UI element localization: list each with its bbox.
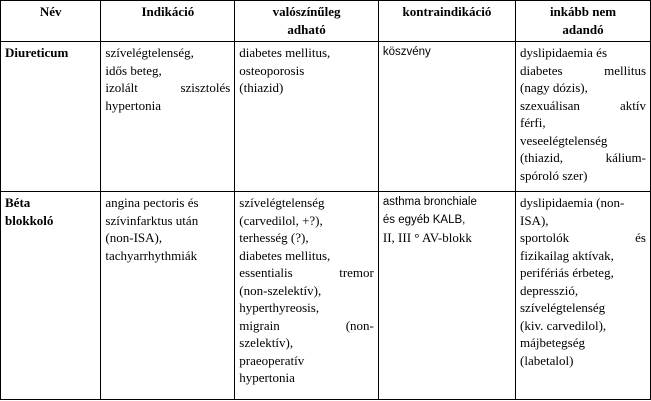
row-name-diureticum: Diureticum xyxy=(1,42,101,192)
row-name-beta-blokkolo: Béta blokkoló xyxy=(1,192,101,400)
cell-nem-adando: dyslipidaemia (non- ISA), sportolók és fizikailag aktívak, perifériás érbeteg, depresszió, szívelégtelenség (kiv. carvedilol), májbetegség (labetalol) xyxy=(516,192,651,400)
header-nev: Név xyxy=(1,1,101,42)
cell-adhato: szívelégtelenség (carvedilol, +?), terhesség (?), diabetes mellitus, essentialis tremor (non-szelektív), hyperthyreosis, migrain (non- szelektív), praeoperatív hypertonia xyxy=(235,192,379,400)
table-row xyxy=(1,42,651,192)
header-valoszinuleg-adhato: valószínűleg adható xyxy=(235,1,379,42)
cell-indikacio: szívelégtelenség, idős beteg, izolált szisztolés hypertonia xyxy=(101,42,235,192)
cell-kontraindikacio: köszvény xyxy=(378,42,515,192)
header-kontraindikacio: kontraindikáció xyxy=(378,1,515,42)
cell-kontraindikacio: asthma bronchiale és egyéb KALB, II, III ° AV-blokk xyxy=(378,192,515,400)
header-inkabb-nem-adando: inkább nem adandó xyxy=(516,1,651,42)
table-header-row xyxy=(1,1,651,42)
cell-adhato: diabetes mellitus, osteoporosis (thiazid) xyxy=(235,42,379,192)
header-indikacio: Indikáció xyxy=(101,1,235,42)
cell-nem-adando: dyslipidaemia és diabetes mellitus (nagy dózis), szexuálisan aktív férfi, veseelégtelenség (thiazid, kálium- spóroló szer) xyxy=(516,42,651,192)
cell-indikacio: angina pectoris és szívinfarktus után (non-ISA), tachyarrhythmiák xyxy=(101,192,235,400)
table-row xyxy=(1,192,651,400)
